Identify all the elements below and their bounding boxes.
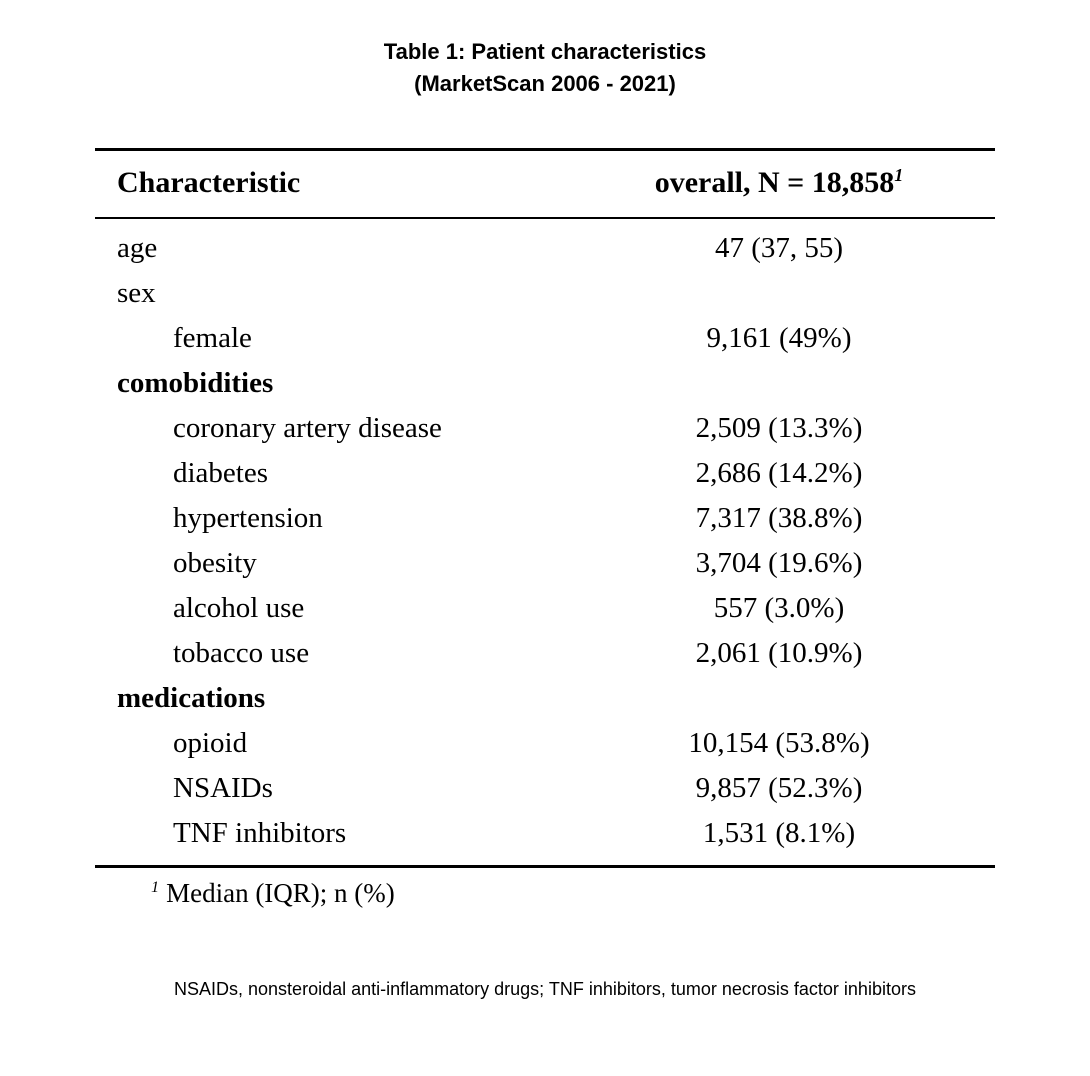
abbreviations-note: NSAIDs, nonsteroidal anti-inflammatory drugs; TNF inhibitors, tumor necrosis factor inhibitors — [174, 978, 916, 999]
table-row — [95, 226, 995, 271]
row-value: 3,704 (19.6%) — [695, 546, 863, 579]
header-overall-text: overall, N = 18,858 — [654, 165, 895, 199]
row-label: female — [173, 321, 252, 354]
table-header-row — [95, 148, 995, 219]
row-value: 9,161 (49%) — [706, 321, 852, 354]
table-row — [95, 451, 995, 496]
row-value: 10,154 (53.8%) — [688, 726, 870, 759]
row-label: medications — [117, 681, 266, 714]
header-overall-superscript: 1 — [894, 164, 904, 185]
row-value: 7,317 (38.8%) — [695, 501, 863, 534]
header-characteristic: Characteristic — [117, 165, 301, 199]
table-title-line2: (MarketScan 2006 - 2021) — [414, 70, 676, 96]
table-row — [95, 496, 995, 541]
row-label: coronary artery disease — [173, 411, 442, 444]
table-body — [95, 219, 995, 865]
table-row — [95, 721, 995, 766]
row-label: age — [117, 231, 158, 264]
row-label: obesity — [173, 546, 257, 579]
header-overall — [563, 166, 995, 200]
row-value: 47 (37, 55) — [714, 231, 844, 264]
row-label: TNF inhibitors — [173, 816, 347, 849]
row-value: 2,686 (14.2%) — [695, 456, 863, 489]
table-row — [95, 316, 995, 361]
row-value: 2,509 (13.3%) — [695, 411, 863, 444]
row-value: 2,061 (10.9%) — [695, 636, 863, 669]
table-row — [95, 361, 995, 406]
row-value — [563, 676, 995, 721]
table-row — [95, 766, 995, 811]
row-label: opioid — [173, 726, 248, 759]
row-label: alcohol use — [173, 591, 305, 624]
row-label: NSAIDs — [173, 771, 273, 804]
row-value: 9,857 (52.3%) — [695, 771, 863, 804]
row-value: 1,531 (8.1%) — [702, 816, 856, 849]
table-row — [95, 271, 995, 316]
footnote-text: Median (IQR); n (%) — [166, 877, 395, 908]
row-value — [563, 271, 995, 316]
row-label: hypertension — [173, 501, 323, 534]
row-label: sex — [117, 276, 156, 309]
table-title — [0, 36, 1090, 100]
row-value — [563, 361, 995, 406]
table-row — [95, 406, 995, 451]
table-row — [95, 541, 995, 586]
footnote-superscript: 1 — [151, 877, 160, 896]
table-row — [95, 811, 995, 856]
characteristics-table — [95, 148, 995, 921]
table-row — [95, 676, 995, 721]
row-label: tobacco use — [173, 636, 310, 669]
row-label: comobidities — [117, 366, 274, 399]
table-footnote — [95, 865, 995, 921]
row-value: 557 (3.0%) — [713, 591, 845, 624]
table-row — [95, 631, 995, 676]
row-label: diabetes — [173, 456, 269, 489]
table-row — [95, 586, 995, 631]
table-title-line1: Table 1: Patient characteristics — [383, 39, 707, 64]
